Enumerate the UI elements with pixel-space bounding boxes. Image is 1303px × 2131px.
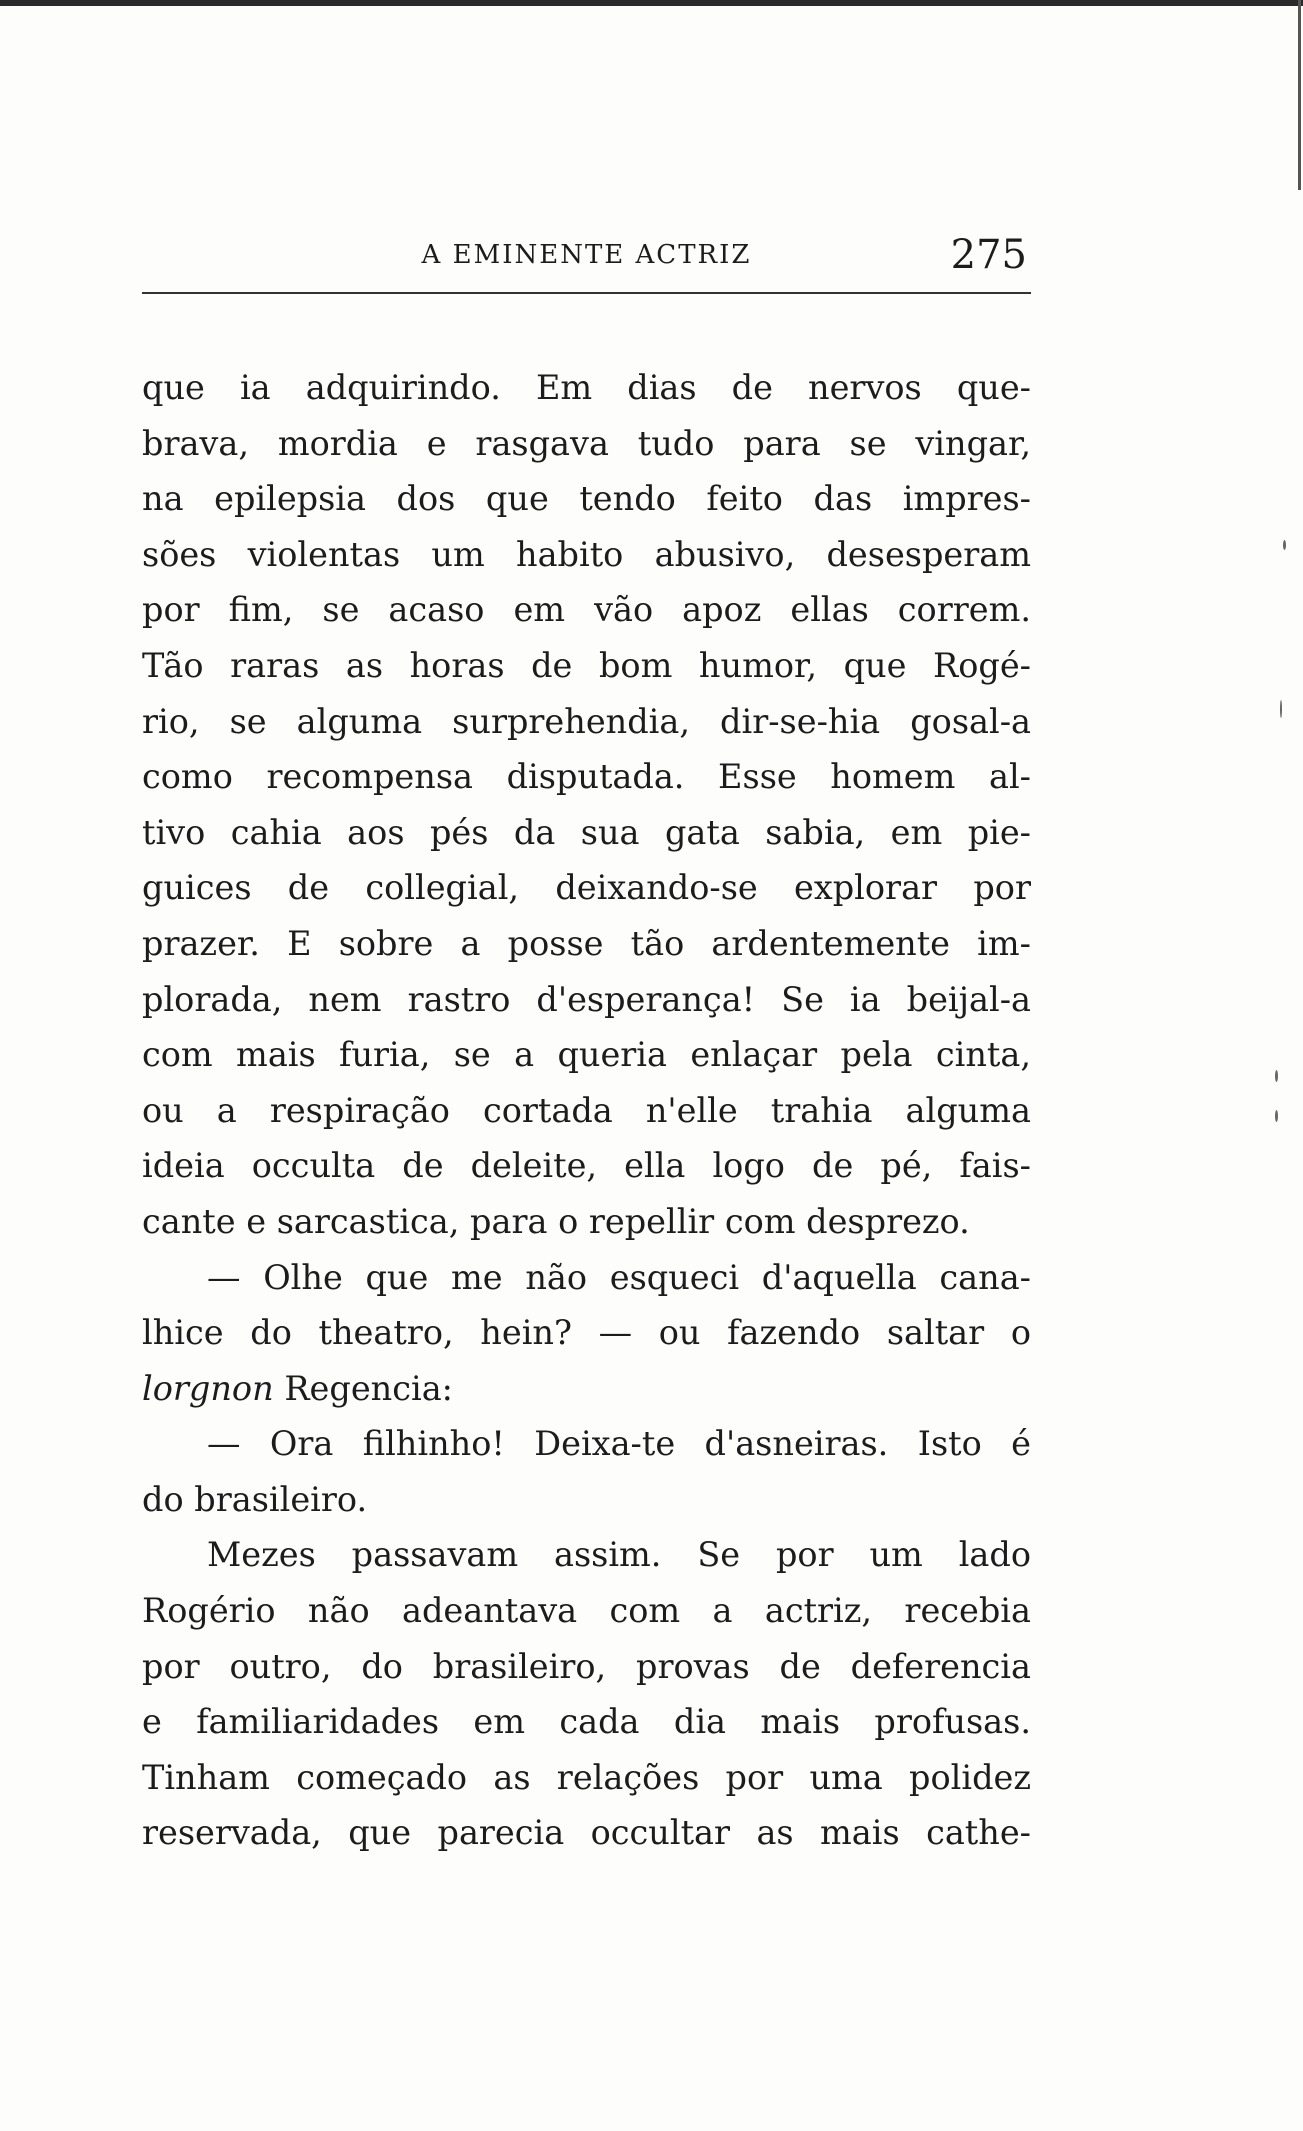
text-line: guices de collegial, deixando-se explorar por	[142, 868, 1031, 908]
text-line: cante e sarcastica, para o repellir com desprezo.	[142, 1201, 970, 1241]
text-line: por fim, se acaso em vão apoz ellas correm.	[142, 590, 1031, 630]
text-line: plorada, nem rastro d'esperança! Se ia beijal-a	[142, 979, 1031, 1019]
text-line-lorgnon	[142, 1361, 1031, 1417]
text-line: como recompensa disputada. Esse homem al-	[142, 757, 1031, 797]
paper-speck	[1275, 1070, 1278, 1082]
text-line: na epilepsia dos que tendo feito das impres-	[142, 479, 1031, 519]
page-top-edge	[0, 0, 1303, 6]
text-line: que ia adquirindo. Em dias de nervos que-	[142, 368, 1031, 407]
text-line: Mezes passavam assim. Se por um lado	[207, 1535, 1031, 1575]
text-line: sões violentas um habito abusivo, desesperam	[142, 534, 1031, 574]
paper-speck	[1280, 700, 1282, 718]
text-line: ou a respiração cortada n'elle trahia alguma	[142, 1090, 1031, 1130]
text-line: tivo cahia aos pés da sua gata sabia, em pie-	[142, 812, 1031, 852]
paper-speck	[1283, 540, 1286, 550]
page-right-edge	[1298, 0, 1301, 190]
header-rule	[142, 292, 1031, 294]
text-line: do brasileiro.	[142, 1479, 368, 1519]
text-line: reservada, que parecia occultar as mais cathe-	[142, 1813, 1031, 1853]
text-line: ideia occulta de deleite, ella logo de pé, fais-	[142, 1146, 1031, 1186]
text-line: Rogério não adeantava com a actriz, recebia	[142, 1591, 1031, 1631]
text-line: Tinham começado as relações por uma polidez	[142, 1757, 1031, 1797]
text-line: e familiaridades em cada dia mais profusas.	[142, 1702, 1031, 1742]
paper-speck	[1275, 1110, 1278, 1122]
body-text	[142, 360, 1031, 1861]
page-number: 275	[950, 232, 1027, 278]
text-line: rio, se alguma surprehendia, dir-se-hia gosal-a	[142, 701, 1031, 741]
text-line: com mais furia, se a queria enlaçar pela cinta,	[142, 1035, 1031, 1075]
page-header	[142, 232, 1031, 288]
text-line: por outro, do brasileiro, provas de deferencia	[142, 1646, 1031, 1686]
text-line: lhice do theatro, hein? — ou fazendo saltar o	[142, 1313, 1031, 1353]
text-line: prazer. E sobre a posse tão ardentemente im-	[142, 923, 1031, 963]
text-line: brava, mordia e rasgava tudo para se vingar,	[142, 423, 1031, 463]
text-line: — Ora filhinho! Deixa-te d'asneiras. Isto é	[207, 1424, 1031, 1464]
text-line: — Olhe que me não esqueci d'aquella cana-	[207, 1257, 1031, 1297]
text-line: Tão raras as horas de bom humor, que Rogé-	[142, 645, 1031, 685]
italic-word: lorgnon	[142, 1368, 274, 1408]
text-line-rest: Regencia:	[284, 1368, 453, 1408]
running-title: A EMINENTE ACTRIZ	[421, 240, 752, 270]
